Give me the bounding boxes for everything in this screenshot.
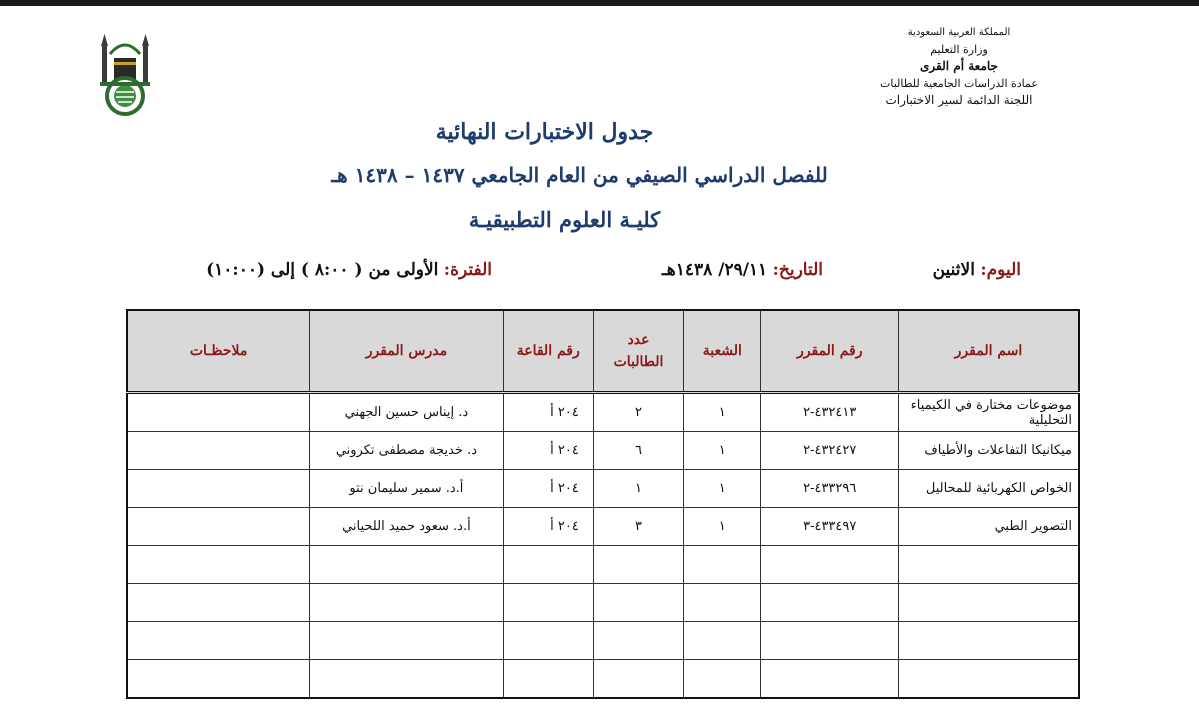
cell-course-name: التصوير الطبي <box>899 508 1080 546</box>
date-info <box>662 253 823 287</box>
cell-instructor: د. خديجة مصطفى تكروني <box>310 432 503 470</box>
cell-student-count: ٣ <box>593 508 683 546</box>
document-titles <box>0 112 1199 242</box>
cell-course-code <box>761 584 899 622</box>
cell-course-code: ٤٣٣٤٩٧-٣ <box>761 508 899 546</box>
header-student-count-line2: الطالبات <box>613 354 664 370</box>
day-value: الاثنين <box>932 260 975 280</box>
cell-section <box>684 622 761 660</box>
cell-notes <box>127 393 310 432</box>
header-student-count-line1: عدد <box>627 332 650 348</box>
cell-course-name <box>899 660 1080 699</box>
header-line-kingdom: المملكة العربية السعودية <box>907 27 1011 38</box>
table-row <box>127 546 1079 584</box>
table-row <box>127 622 1079 660</box>
header-room: رقم القاعة <box>503 310 593 393</box>
cell-instructor: أ.د. سمير سليمان نتو <box>310 470 503 508</box>
cell-room: ٢٠٤ أ <box>503 393 593 432</box>
date-label: التاريخ: <box>772 260 823 280</box>
date-value: ٢٩/١١/ ١٤٣٨هـ <box>661 260 768 280</box>
cell-room <box>503 584 593 622</box>
header-course-name: اسم المقرر <box>899 310 1080 393</box>
cell-section: ١ <box>684 393 761 432</box>
cell-student-count <box>593 660 683 699</box>
exam-schedule-table <box>126 309 1080 699</box>
cell-notes <box>127 622 310 660</box>
cell-section <box>684 660 761 699</box>
cell-course-name <box>899 546 1080 584</box>
cell-instructor: أ.د. سعود حميد اللحياني <box>310 508 503 546</box>
cell-section <box>684 546 761 584</box>
cell-instructor: د. إيناس حسين الجهني <box>310 393 503 432</box>
cell-room <box>503 622 593 660</box>
cell-section <box>684 584 761 622</box>
cell-section: ١ <box>684 508 761 546</box>
cell-course-code: ٤٣٢٤٢٧-٢ <box>761 432 899 470</box>
cell-student-count: ١ <box>593 470 683 508</box>
table-row <box>127 470 1079 508</box>
cell-notes <box>127 432 310 470</box>
exam-info-row <box>0 253 1199 287</box>
cell-instructor <box>310 660 503 699</box>
cell-section: ١ <box>684 432 761 470</box>
period-info <box>206 253 492 287</box>
cell-instructor <box>310 546 503 584</box>
table-row <box>127 432 1079 470</box>
cell-notes <box>127 470 310 508</box>
cell-student-count <box>593 546 683 584</box>
table-header-row <box>127 310 1079 393</box>
header-line-deanship: عمادة الدراسات الجامعية للطالبات <box>880 77 1038 90</box>
cell-course-name <box>899 584 1080 622</box>
header-section: الشعبة <box>684 310 761 393</box>
day-info <box>933 253 1021 287</box>
period-value: الأولى من ( ٨:٠٠ ) إلى (١٠:٠٠) <box>206 260 439 280</box>
college-title: كليـة العلوم التطبيقيـة <box>468 207 661 232</box>
period-label: الفترة: <box>443 260 492 280</box>
cell-notes <box>127 584 310 622</box>
header-line-university: جامعة أم القرى <box>920 59 998 73</box>
main-title: جدول الاختبارات النهائية <box>435 119 654 145</box>
cell-notes <box>127 660 310 699</box>
header-line-committee: اللجنة الدائمة لسير الاختبارات <box>885 93 1033 107</box>
cell-course-code: ٤٣٢٤١٣-٢ <box>761 393 899 432</box>
cell-notes <box>127 508 310 546</box>
header-instructor: مدرس المقرر <box>310 310 503 393</box>
cell-instructor <box>310 584 503 622</box>
university-logo-icon <box>96 30 154 116</box>
cell-section: ١ <box>684 470 761 508</box>
cell-student-count <box>593 584 683 622</box>
cell-student-count: ٢ <box>593 393 683 432</box>
day-label: اليوم: <box>980 260 1021 280</box>
cell-course-code <box>761 546 899 584</box>
cell-room: ٢٠٤ أ <box>503 432 593 470</box>
cell-course-name: ميكانيكا التفاعلات والأطياف <box>899 432 1080 470</box>
table-row <box>127 660 1079 699</box>
table-row <box>127 508 1079 546</box>
header-line-ministry: وزارة التعليم <box>930 43 988 56</box>
cell-course-code: ٤٣٣٢٩٦-٢ <box>761 470 899 508</box>
semester-title: للفصل الدراسي الصيفي من العام الجامعي ١٤٣٧ – ١٤٣٨ هـ <box>331 163 828 187</box>
cell-course-name: موضوعات مختارة في الكيمياء التحليلية <box>899 393 1080 432</box>
table-row <box>127 584 1079 622</box>
cell-room: ٢٠٤ أ <box>503 470 593 508</box>
table-body <box>127 393 1079 699</box>
cell-course-name: الخواص الكهربائية للمحاليل <box>899 470 1080 508</box>
cell-room <box>503 660 593 699</box>
cell-course-name <box>899 622 1080 660</box>
table-row <box>127 393 1079 432</box>
top-border <box>0 0 1199 6</box>
cell-room: ٢٠٤ أ <box>503 508 593 546</box>
cell-course-code <box>761 622 899 660</box>
cell-student-count: ٦ <box>593 432 683 470</box>
cell-room <box>503 546 593 584</box>
cell-instructor <box>310 622 503 660</box>
ministry-header <box>829 24 1089 109</box>
cell-notes <box>127 546 310 584</box>
header-notes: ملاحظـات <box>127 310 310 393</box>
header-student-count <box>593 310 683 393</box>
cell-student-count <box>593 622 683 660</box>
cell-course-code <box>761 660 899 699</box>
header-course-code: رقم المقرر <box>761 310 899 393</box>
